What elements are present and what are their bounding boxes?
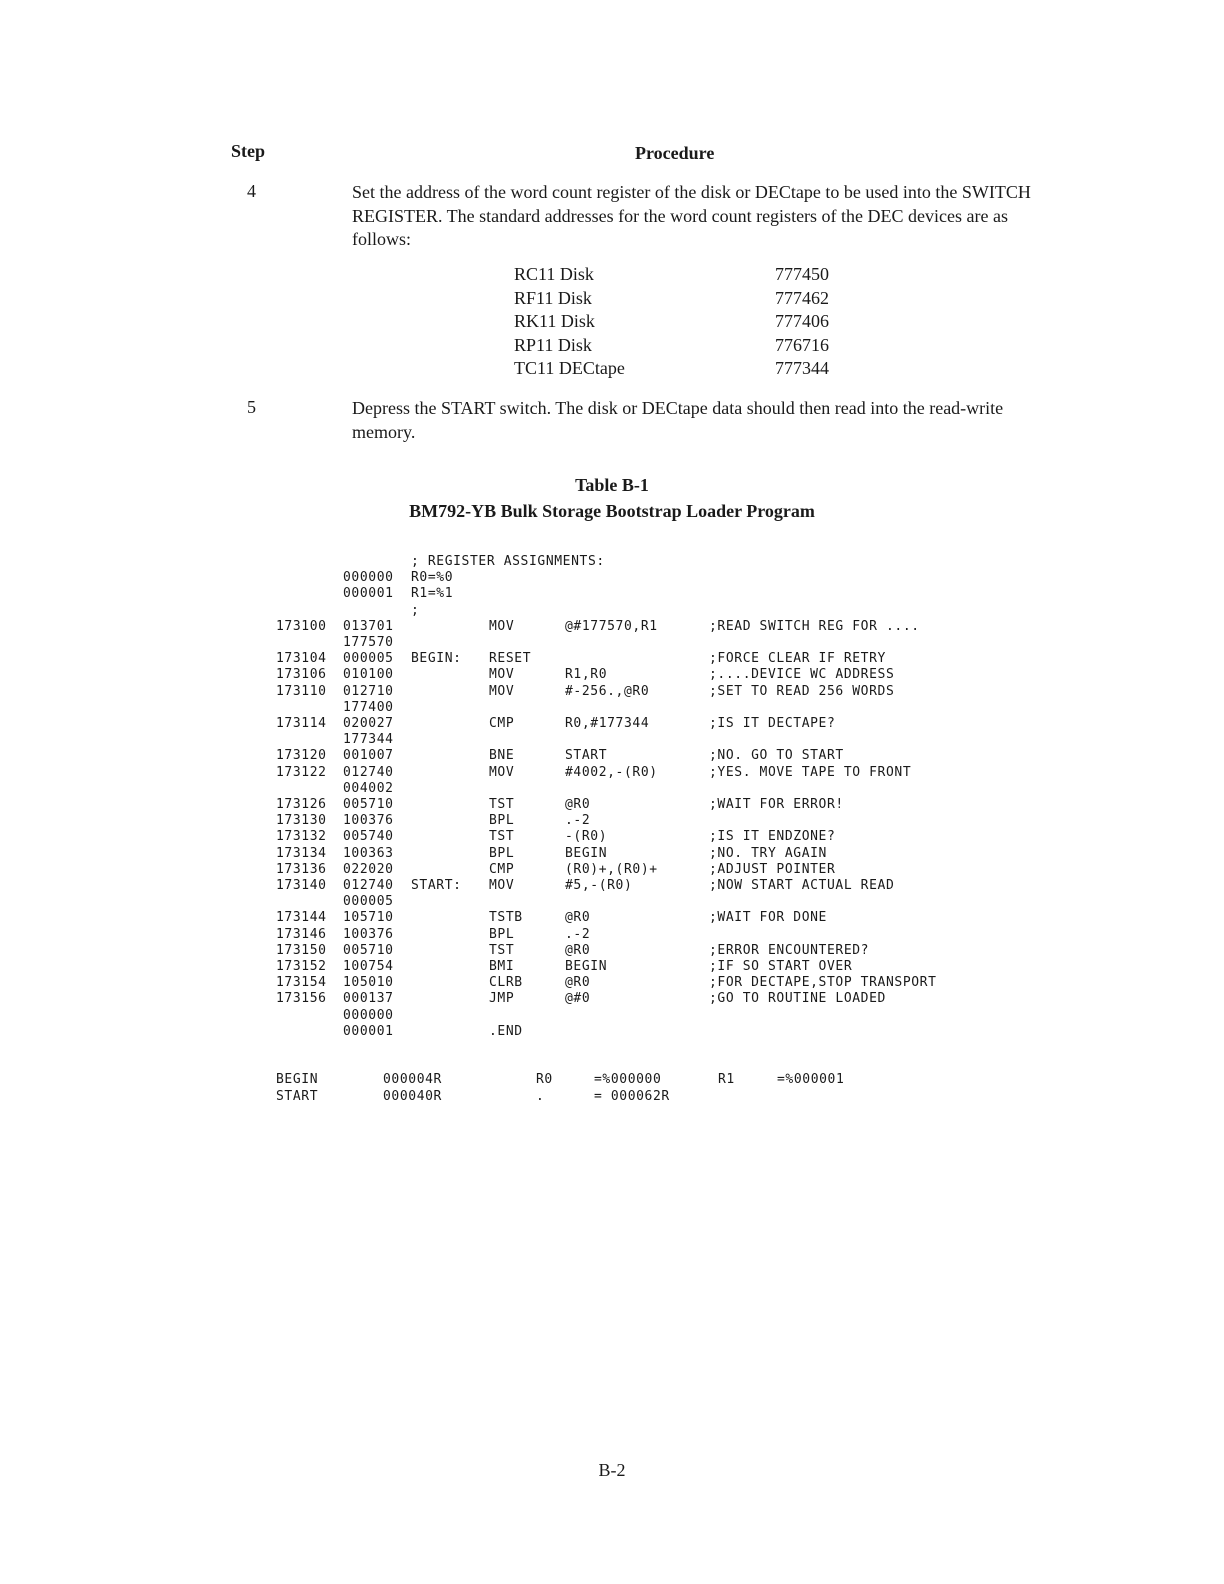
code-label: R1=%1 <box>411 586 454 602</box>
code-operand: -(R0) <box>565 829 608 845</box>
code-comment: ;NOW START ACTUAL READ <box>709 878 895 893</box>
code-line <box>0 959 1000 975</box>
code-word: 000001 <box>343 1023 394 1039</box>
code-address: 173140 <box>276 878 327 893</box>
code-word: 100754 <box>343 959 394 974</box>
device-address: 777344 <box>775 358 829 379</box>
code-line <box>0 651 1000 667</box>
code-opcode: BPL <box>489 845 515 861</box>
symbol-value: 000040R <box>383 1088 442 1104</box>
code-word: 012710 <box>343 683 394 699</box>
symbol-value: 000004R <box>383 1072 442 1087</box>
code-comment: ;FORCE CLEAR IF RETRY <box>709 651 886 667</box>
code-line <box>0 603 1000 619</box>
code-address: 173100 <box>276 618 327 634</box>
code-label: START: <box>411 878 462 893</box>
code-line <box>0 684 1000 700</box>
code-word: 005710 <box>343 942 394 958</box>
code-operand: R0,#177344 <box>565 716 650 731</box>
code-opcode: TSTB <box>489 910 523 926</box>
code-opcode: CMP <box>489 716 515 731</box>
code-line <box>0 813 1000 829</box>
code-comment: ;IS IT DECTAPE? <box>709 716 836 731</box>
symbol-row <box>0 1089 1000 1105</box>
device-name: RF11 Disk <box>514 287 592 308</box>
code-line <box>0 1024 1000 1040</box>
code-comment: ;NO. TRY AGAIN <box>709 845 827 861</box>
code-operand: BEGIN <box>565 959 608 974</box>
device-address: 777462 <box>775 287 829 308</box>
step-number: 4 <box>247 181 256 201</box>
code-word: 177344 <box>343 732 394 748</box>
code-line <box>0 554 1000 570</box>
code-comment: ;ERROR ENCOUNTERED? <box>709 942 870 958</box>
code-address: 173126 <box>276 797 327 812</box>
code-word: 177570 <box>343 635 394 650</box>
code-operand: BEGIN <box>565 845 608 861</box>
code-operand: .-2 <box>565 813 591 829</box>
code-address: 173150 <box>276 942 327 958</box>
program-listing <box>0 554 1224 1044</box>
code-address: 173146 <box>276 926 327 942</box>
code-address: 173144 <box>276 910 327 926</box>
code-line <box>0 619 1000 635</box>
code-comment: ;READ SWITCH REG FOR .... <box>709 618 920 634</box>
code-word: 010100 <box>343 667 394 683</box>
code-word: 000005 <box>343 894 394 910</box>
code-line <box>0 910 1000 926</box>
code-address: 173134 <box>276 845 327 861</box>
code-label: BEGIN: <box>411 651 462 667</box>
code-word: 000137 <box>343 991 394 1007</box>
code-label: ; REGISTER ASSIGNMENTS: <box>411 554 605 569</box>
code-line <box>0 829 1000 845</box>
symbol-value: =%000000 <box>594 1072 662 1087</box>
code-comment: ;IS IT ENDZONE? <box>709 829 836 845</box>
code-address: 173154 <box>276 975 327 991</box>
page-number: B-2 <box>598 1460 626 1480</box>
code-address: 173106 <box>276 667 327 683</box>
code-address: 173114 <box>276 716 327 731</box>
table-title: BM792-YB Bulk Storage Bootstrap Loader Program <box>409 501 815 521</box>
code-word: 005740 <box>343 829 394 845</box>
code-address: 173156 <box>276 991 327 1007</box>
code-address: 173152 <box>276 959 327 974</box>
code-comment: ;ADJUST POINTER <box>709 861 836 877</box>
code-opcode: CMP <box>489 861 515 877</box>
code-word: 100363 <box>343 845 394 861</box>
symbol-name: . <box>536 1088 545 1104</box>
code-operand: R1,R0 <box>565 667 608 683</box>
code-word: 020027 <box>343 716 394 731</box>
code-opcode: TST <box>489 829 515 845</box>
code-opcode: .END <box>489 1023 523 1039</box>
code-address: 173122 <box>276 764 327 780</box>
code-word: 012740 <box>343 878 394 893</box>
code-word: 100376 <box>343 813 394 829</box>
table-number: Table B-1 <box>575 475 649 495</box>
symbol-name: BEGIN <box>276 1072 319 1087</box>
code-line <box>0 943 1000 959</box>
code-comment: ;NO. GO TO START <box>709 748 844 764</box>
device-name: RP11 Disk <box>514 334 592 355</box>
code-opcode: MOV <box>489 667 515 683</box>
code-line <box>0 927 1000 943</box>
code-opcode: BNE <box>489 748 515 764</box>
code-opcode: TST <box>489 942 515 958</box>
code-line <box>0 586 1000 602</box>
code-word: 000001 <box>343 586 394 602</box>
code-operand: #-256.,@R0 <box>565 683 650 699</box>
code-address: 173132 <box>276 829 327 845</box>
code-address: 173130 <box>276 813 327 829</box>
device-address: 777450 <box>775 264 829 284</box>
code-opcode: BPL <box>489 813 515 829</box>
code-opcode: MOV <box>489 683 515 699</box>
code-operand: #5,-(R0) <box>565 878 633 893</box>
symbol-value: = 000062R <box>594 1088 670 1104</box>
code-line <box>0 894 1000 910</box>
code-address: 173120 <box>276 748 327 764</box>
device-address: 777406 <box>775 311 829 332</box>
code-comment: ;SET TO READ 256 WORDS <box>709 683 895 699</box>
code-word: 013701 <box>343 618 394 634</box>
step-text: Set the address of the word count register of the disk or DECtape to be used into the SWITCH REGISTER. The standard addresses for the word count registers of the DEC devices are as follows: <box>352 182 1031 249</box>
code-operand: @#0 <box>565 991 591 1007</box>
code-word: 177400 <box>343 699 394 715</box>
code-line <box>0 765 1000 781</box>
step-text: Depress the START switch. The disk or DECtape data should then read into the read-write memory. <box>352 398 1004 442</box>
device-name: RK11 Disk <box>514 311 595 332</box>
code-line <box>0 1008 1000 1024</box>
code-line <box>0 635 1000 651</box>
code-line <box>0 846 1000 862</box>
device-address-table <box>0 264 1224 384</box>
code-line <box>0 781 1000 797</box>
code-comment: ;YES. MOVE TAPE TO FRONT <box>709 764 912 780</box>
code-opcode: MOV <box>489 878 515 893</box>
device-name: RC11 Disk <box>514 264 594 284</box>
code-word: 001007 <box>343 748 394 764</box>
code-opcode: BPL <box>489 926 515 942</box>
code-line <box>0 716 1000 732</box>
code-word: 022020 <box>343 861 394 877</box>
symbol-name: R1 <box>718 1072 735 1087</box>
device-name: TC11 DECtape <box>514 358 625 379</box>
symbol-name: START <box>276 1088 319 1104</box>
code-operand: #4002,-(R0) <box>565 764 658 780</box>
code-word: 000000 <box>343 570 394 586</box>
code-opcode: BMI <box>489 959 515 974</box>
code-line <box>0 862 1000 878</box>
step-number: 5 <box>247 397 256 417</box>
code-word: 100376 <box>343 926 394 942</box>
code-line <box>0 797 1000 813</box>
code-address: 173136 <box>276 861 327 877</box>
code-operand: @R0 <box>565 942 591 958</box>
code-label: ; <box>411 602 420 618</box>
code-word: 012740 <box>343 764 394 780</box>
code-address: 173110 <box>276 683 327 699</box>
symbol-value: =%000001 <box>777 1072 845 1087</box>
code-label: R0=%0 <box>411 570 454 586</box>
code-comment: ;IF SO START OVER <box>709 959 853 974</box>
code-operand: .-2 <box>565 926 591 942</box>
symbol-table <box>0 1072 1224 1112</box>
code-line <box>0 667 1000 683</box>
code-line <box>0 748 1000 764</box>
code-line <box>0 700 1000 716</box>
code-operand: START <box>565 748 608 764</box>
code-opcode: CLRB <box>489 975 523 991</box>
code-word: 000005 <box>343 651 394 667</box>
code-word: 004002 <box>343 780 394 796</box>
code-operand: @R0 <box>565 797 591 812</box>
code-word: 005710 <box>343 797 394 812</box>
code-opcode: MOV <box>489 618 515 634</box>
symbol-name: R0 <box>536 1072 553 1087</box>
code-line <box>0 975 1000 991</box>
device-address: 776716 <box>775 334 829 355</box>
code-comment: ;WAIT FOR DONE <box>709 910 827 926</box>
code-operand: (R0)+,(R0)+ <box>565 861 658 877</box>
code-word: 105710 <box>343 910 394 926</box>
code-comment: ;....DEVICE WC ADDRESS <box>709 667 895 683</box>
code-comment: ;FOR DECTAPE,STOP TRANSPORT <box>709 975 937 991</box>
code-line <box>0 732 1000 748</box>
code-line <box>0 991 1000 1007</box>
code-operand: @#177570,R1 <box>565 618 658 634</box>
code-word: 000000 <box>343 1007 394 1023</box>
code-comment: ;GO TO ROUTINE LOADED <box>709 991 886 1007</box>
code-comment: ;WAIT FOR ERROR! <box>709 797 844 812</box>
procedure-column-header: Procedure <box>635 143 715 163</box>
code-word: 105010 <box>343 975 394 991</box>
code-address: 173104 <box>276 651 327 667</box>
code-opcode: RESET <box>489 651 532 667</box>
code-opcode: MOV <box>489 764 515 780</box>
code-opcode: JMP <box>489 991 515 1007</box>
code-line <box>0 878 1000 894</box>
code-opcode: TST <box>489 797 515 812</box>
code-operand: @R0 <box>565 975 591 991</box>
code-operand: @R0 <box>565 910 591 926</box>
code-line <box>0 570 1000 586</box>
symbol-row <box>0 1072 1000 1088</box>
step-column-header: Step <box>231 141 266 161</box>
